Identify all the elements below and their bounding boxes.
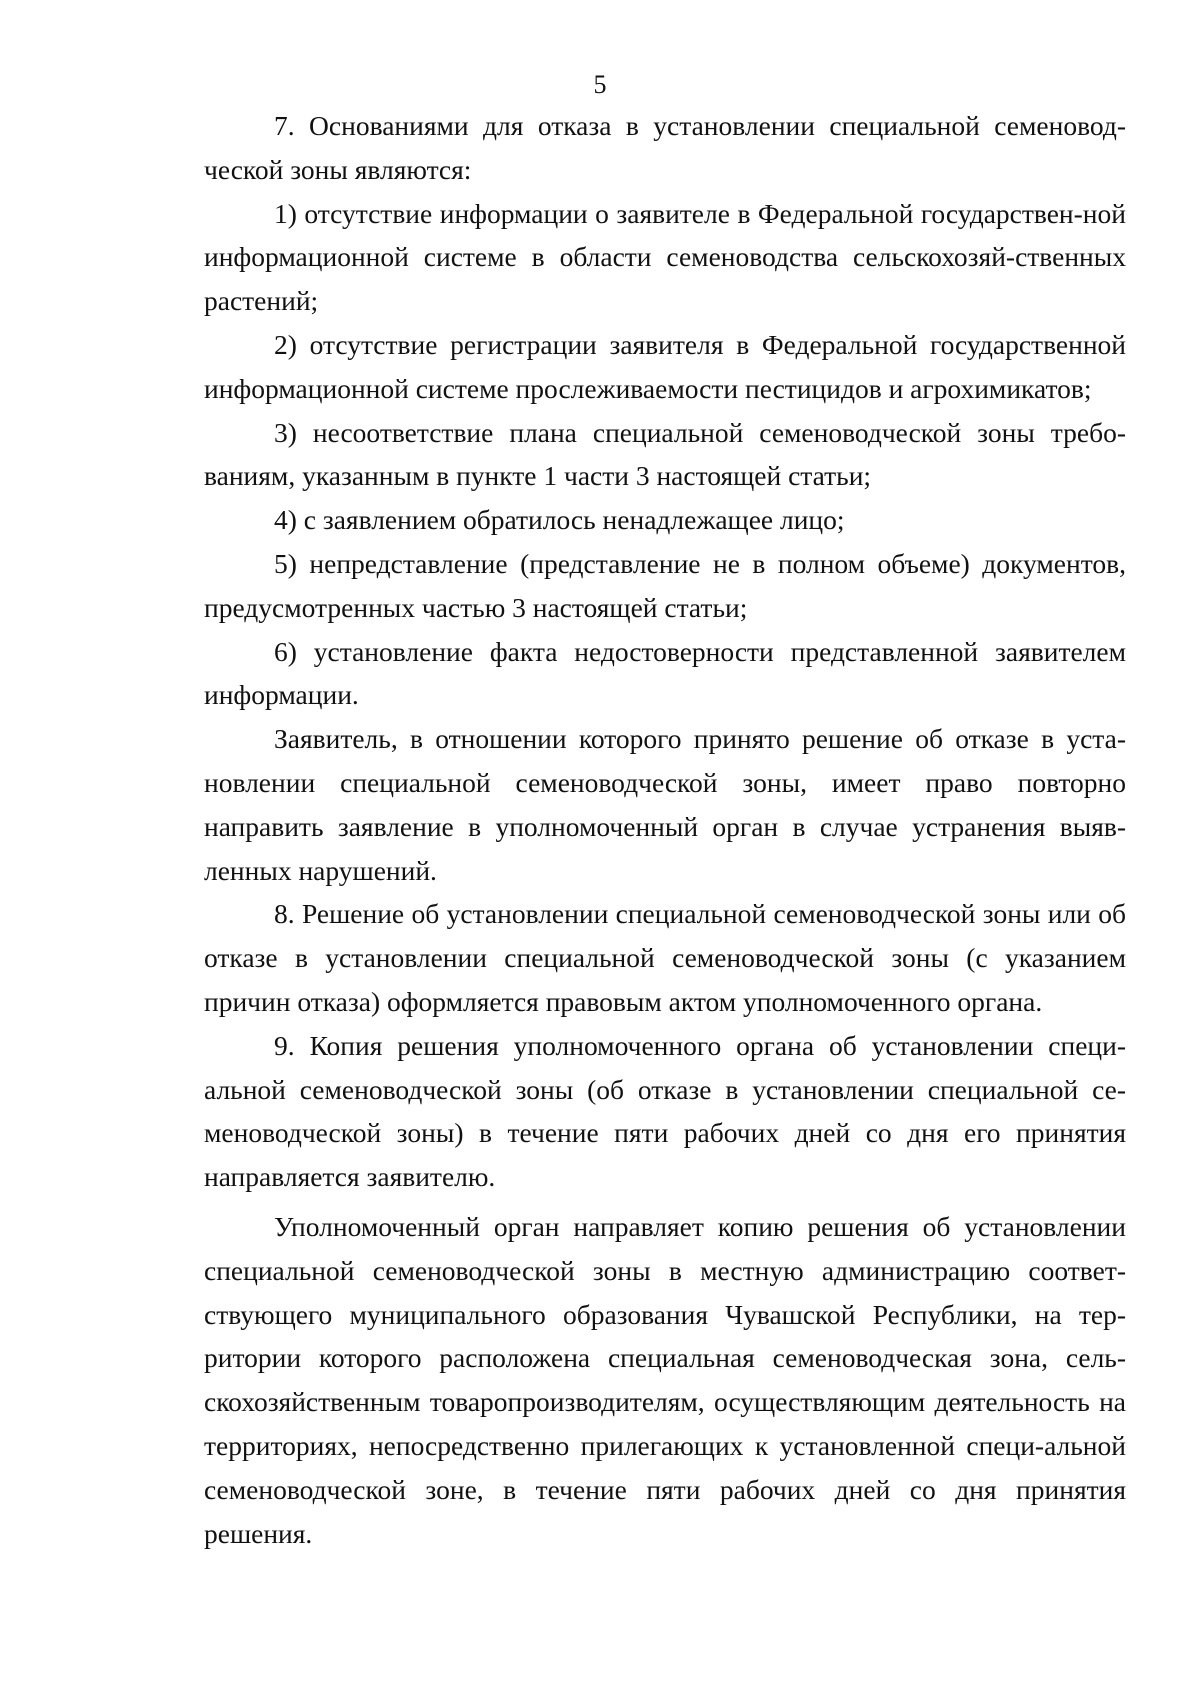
paragraph-item-1: 1) отсутствие информации о заявителе в Федеральной государствен-ной информационной системе в области семеноводства сельскохозяй-ственных растений; xyxy=(204,197,1126,317)
paragraph-item-5: 5) непредставление (представление не в полном объеме) документов, предусмотренных частью 3 настоящей статьи; xyxy=(204,547,1126,623)
paragraph-reapplication: Заявитель, в отношении которого принято решение об отказе в уста-новлении специальной семеноводческой зоны, имеет право повторно направить заявление в уполномоченный орган в случае устранения выяв-ленных нарушений. xyxy=(204,723,1126,886)
paragraph-item-4: 4) с заявлением обратилось ненадлежащее лицо; xyxy=(274,504,845,536)
paragraph-item-3: 3) несоответствие плана специальной семеноводческой зоны требо-ваниям, указанным в пункте 1 части 3 настоящей статьи; xyxy=(204,416,1126,492)
paragraph-item-6: 6) установление факта недостоверности представленной заявителем информации. xyxy=(204,635,1126,711)
paragraph-clause-7: 7. Основаниями для отказа в установлении специальной семеновод-ческой зоны являются: xyxy=(204,110,1126,185)
page-number: 5 xyxy=(593,70,607,99)
document-body xyxy=(204,104,1126,1555)
paragraph-notification: Уполномоченный орган направляет копию решения об установлении специальной семеноводческой зоны в местную администрацию соответ-ствующего муниципального образования Чувашской Республики, на тер-ритории которого расположена специальная семеноводческая зона, сель-скохозяйственным товаропроизводителям, осуществляющим деятельность на территориях, непосредственно прилегающих к установленной специ-альной семеноводческой зоне, в течение пяти рабочих дней со дня принятия решения. xyxy=(204,1210,1126,1549)
paragraph-clause-9: 9. Копия решения уполномоченного органа об установлении специ-альной семеноводческой зоны (об отказе в установлении специальной се-меноводческой зоны) в течение пяти рабочих дней со дня его принятия направляется заявителю. xyxy=(204,1029,1126,1193)
paragraph-item-2: 2) отсутствие регистрации заявителя в Федеральной государственной информационной системе прослеживаемости пестицидов и агрохимикатов; xyxy=(204,328,1126,404)
paragraph-clause-8: 8. Решение об установлении специальной семеноводческой зоны или об отказе в установлении специальной семеноводческой зоны (с указанием причин отказа) оформляется правовым актом уполномоченного органа. xyxy=(204,898,1126,1017)
